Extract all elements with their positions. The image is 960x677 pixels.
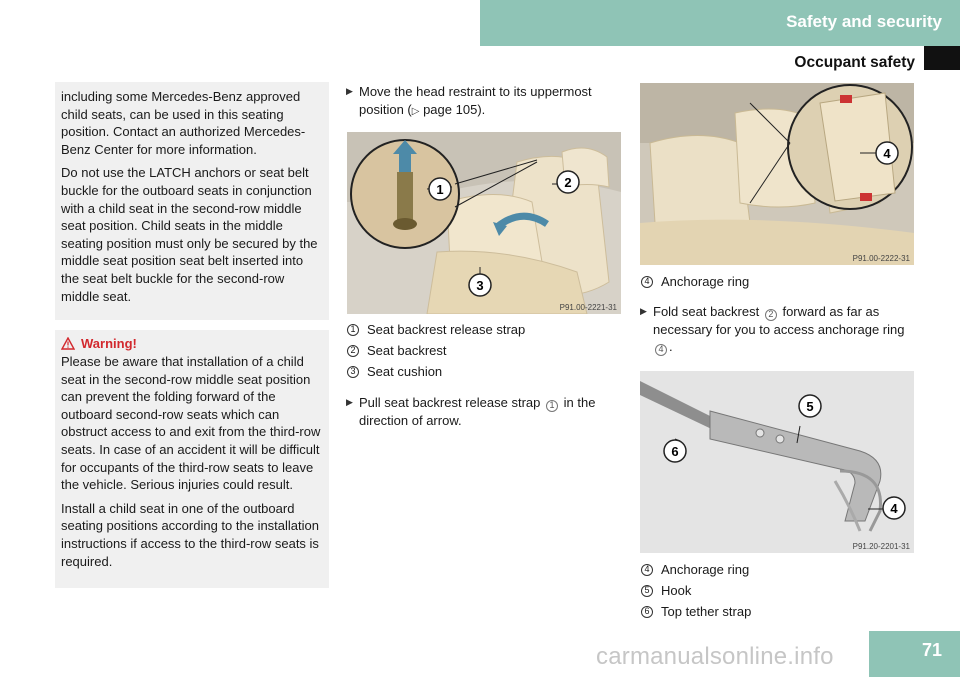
legend-label: Top tether strap xyxy=(661,603,752,619)
step-arrow-icon: ▶ xyxy=(640,306,647,316)
callout-1-icon: 1 xyxy=(546,400,558,412)
legend-label: Seat backrest xyxy=(367,342,447,358)
legend-label: Hook xyxy=(661,582,692,598)
info-paragraph-1: including some Mercedes-Benz approved child seats, can be used in this seating position. Contact an authorized Mercedes-Benz Center for more information. xyxy=(61,89,306,157)
section-title: Safety and security xyxy=(786,12,942,31)
svg-text:2: 2 xyxy=(564,175,572,190)
warning-box xyxy=(55,330,329,588)
info-paragraph-2: Do not use the LATCH anchors or seat belt buckle for the outboard seats in conjunction with a child seat in the second-row middle seat position. Child seats in the middle seating position must only be secured by the middle seat position seat belt inserted into the seat belt buckle for the second-row middle seat. xyxy=(61,165,318,304)
info-box xyxy=(55,82,329,320)
figure-code-2: P91.00-2222-31 xyxy=(852,254,910,263)
watermark: carmanualsonline.info xyxy=(596,643,834,670)
svg-text:5: 5 xyxy=(806,399,814,414)
callout-4-icon: 4 xyxy=(641,276,653,288)
figure-code-1: P91.00-2221-31 xyxy=(559,303,617,312)
legend-label: Anchorage ring xyxy=(661,562,750,577)
header-marker xyxy=(924,46,960,70)
callout-6-icon: 6 xyxy=(641,606,653,618)
legend-label: Seat cushion xyxy=(367,363,443,379)
svg-text:4: 4 xyxy=(890,501,898,516)
page-number-tab xyxy=(869,631,960,677)
callout-2-icon: 2 xyxy=(765,309,777,321)
callout-4-icon: 4 xyxy=(655,344,667,356)
callout-4-icon: 4 xyxy=(641,564,653,576)
callout-1-icon: 1 xyxy=(347,324,359,336)
callout-2-icon: 2 xyxy=(347,345,359,357)
step-head-restraint xyxy=(346,83,626,120)
svg-text:6: 6 xyxy=(671,444,679,459)
step-fold-backrest xyxy=(640,303,920,356)
warning-heading xyxy=(61,336,323,351)
step2-text-end: in the direction of arrow. xyxy=(359,395,596,428)
step1-text: Move the head restraint to its uppermost position ( xyxy=(359,84,592,117)
legend-figure-1 xyxy=(347,321,627,384)
svg-text:1: 1 xyxy=(436,182,444,197)
warning-paragraph-1: Please be aware that installation of a child seat in the second-row middle seat position can prevent the folding forward of the outboard second-row seats which can obstruct access to and exit from the third-row seats. In case of an accident it will be difficult for occupants of the third-row seats to leave the vehicle. Serious injuries could result. xyxy=(61,354,321,493)
warning-title: Warning! xyxy=(81,336,137,351)
page-number: 71 xyxy=(921,640,942,660)
page-reference-link[interactable]: page 105 xyxy=(423,101,478,117)
header-band xyxy=(480,0,960,46)
svg-text:4: 4 xyxy=(883,146,891,161)
figure-code-3: P91.20-2201-31 xyxy=(852,542,910,551)
callout-5-icon: 5 xyxy=(641,585,653,597)
step-arrow-icon: ▶ xyxy=(346,86,353,96)
warning-paragraph-2: Install a child seat in one of the outboard seating positions according to the installation instructions if access to the third-row seats is required. xyxy=(61,500,319,569)
legend-figure-2 xyxy=(641,273,921,294)
warning-triangle-icon xyxy=(61,337,75,350)
figure-seat-backrest xyxy=(347,132,621,314)
figure-anchorage-ring xyxy=(640,83,914,265)
step-arrow-icon: ▶ xyxy=(346,397,353,407)
step2-text: Pull seat backrest release strap xyxy=(359,395,541,410)
legend-figure-3 xyxy=(641,561,921,624)
callout-3-icon: 3 xyxy=(347,366,359,378)
step1-text-end: ). xyxy=(477,101,486,117)
step3-text: Fold seat backrest xyxy=(653,304,760,319)
page-ref-icon: ▷ xyxy=(411,105,420,117)
step3-text-mid: forward as far as necessary for you to access anchorage ring xyxy=(653,304,905,337)
svg-text:3: 3 xyxy=(476,278,484,293)
step-pull-strap xyxy=(346,394,624,429)
legend-label: Seat backrest release strap xyxy=(367,322,526,337)
figure-tether-hook xyxy=(640,371,914,553)
legend-label: Anchorage ring xyxy=(661,274,750,289)
step3-text-end: . xyxy=(669,339,673,355)
subsection-title: Occupant safety xyxy=(794,54,915,71)
